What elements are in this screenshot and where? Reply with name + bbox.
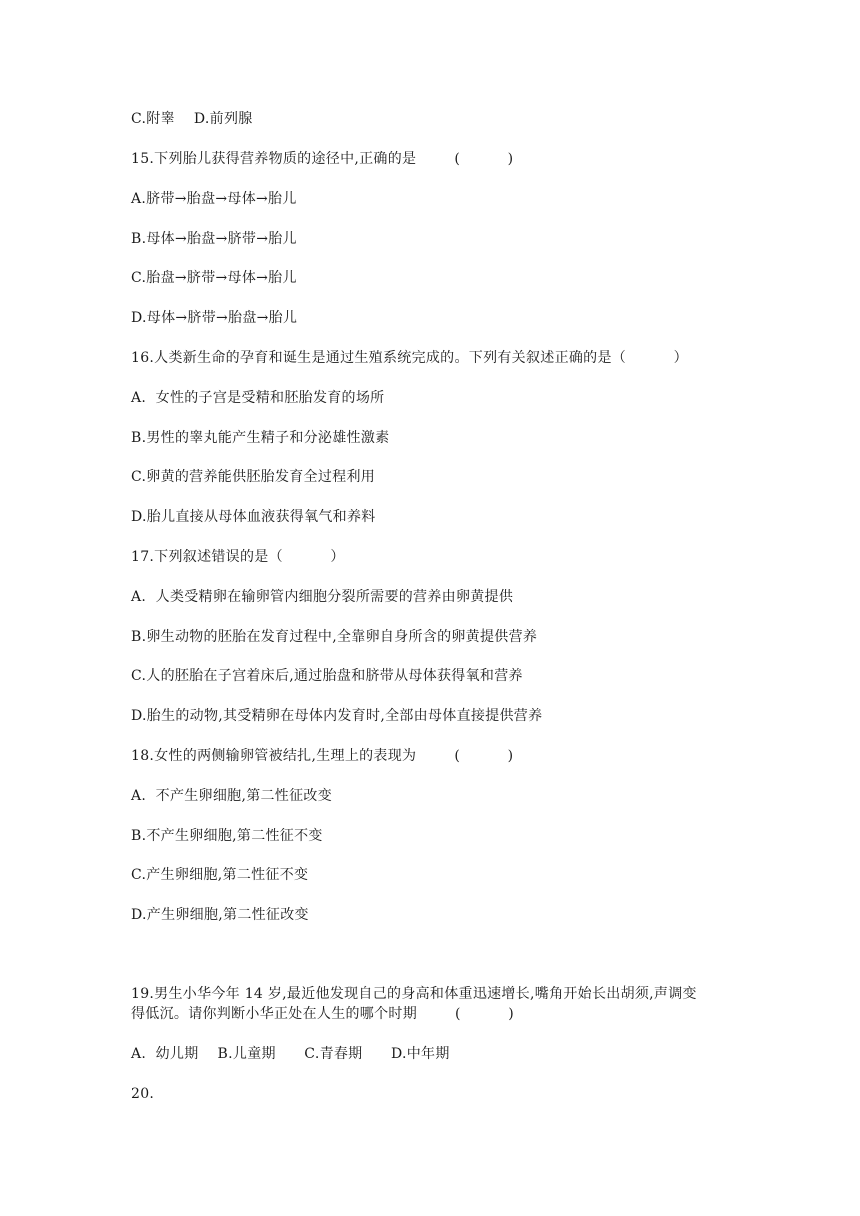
q16-option-a: A. 女性的子宫是受精和胚胎发育的场所 (131, 390, 385, 406)
q16-option-b: B.男性的睾丸能产生精子和分泌雄性激素 (131, 430, 390, 446)
q16-stem: 16.人类新生命的孕育和诞生是通过生殖系统完成的。下列有关叙述正确的是（ ） (131, 350, 688, 366)
q18-option-c: C.产生卵细胞,第二性征不变 (131, 867, 309, 883)
q18-option-b: B.不产生卵细胞,第二性征不变 (131, 828, 323, 844)
q17-option-b: B.卵生动物的胚胎在发育过程中,全靠卵自身所含的卵黄提供营养 (131, 629, 538, 645)
q15-option-c: C.胎盘→脐带→母体→胎儿 (131, 270, 297, 286)
q19-options: A. 幼儿期 B.儿童期 C.青春期 D.中年期 (131, 1046, 450, 1062)
q15-option-a: A.脐带→胎盘→母体→胎儿 (131, 191, 297, 207)
q20-stem: 20. (131, 1086, 155, 1102)
q15-stem: 15.下列胎儿获得营养物质的途径中,正确的是 ( ) (131, 151, 514, 167)
q19-stem-line2: 得低沉。请你判断小华正处在人生的哪个时期 ( ) (131, 1006, 515, 1022)
q17-option-c: C.人的胚胎在子宫着床后,通过胎盘和脐带从母体获得氧和营养 (131, 668, 523, 684)
q15-option-d: D.母体→脐带→胎盘→胎儿 (131, 310, 298, 326)
q16-option-c: C.卵黄的营养能供胚胎发育全过程利用 (131, 469, 376, 485)
q17-stem: 17.下列叙述错误的是（ ） (131, 549, 345, 565)
q18-option-d: D.产生卵细胞,第二性征改变 (131, 907, 309, 923)
q17-option-d: D.胎生的动物,其受精卵在母体内发育时,全部由母体直接提供营养 (131, 708, 543, 724)
q17-option-a: A. 人类受精卵在输卵管内细胞分裂所需要的营养由卵黄提供 (131, 589, 514, 605)
q18-option-a: A. 不产生卵细胞,第二性征改变 (131, 788, 333, 804)
q15-option-b: B.母体→胎盘→脐带→胎儿 (131, 231, 297, 247)
q19-stem-line1: 19.男生小华今年 14 岁,最近他发现自己的身高和体重迅速增长,嘴角开始长出胡须,声调变 (131, 986, 697, 1002)
q14-options-continued: C.附睾 D.前列腺 (131, 111, 253, 127)
q16-option-d: D.胎儿直接从母体血液获得氧气和养料 (131, 509, 376, 525)
q18-stem: 18.女性的两侧输卵管被结扎,生理上的表现为 ( ) (131, 748, 514, 764)
